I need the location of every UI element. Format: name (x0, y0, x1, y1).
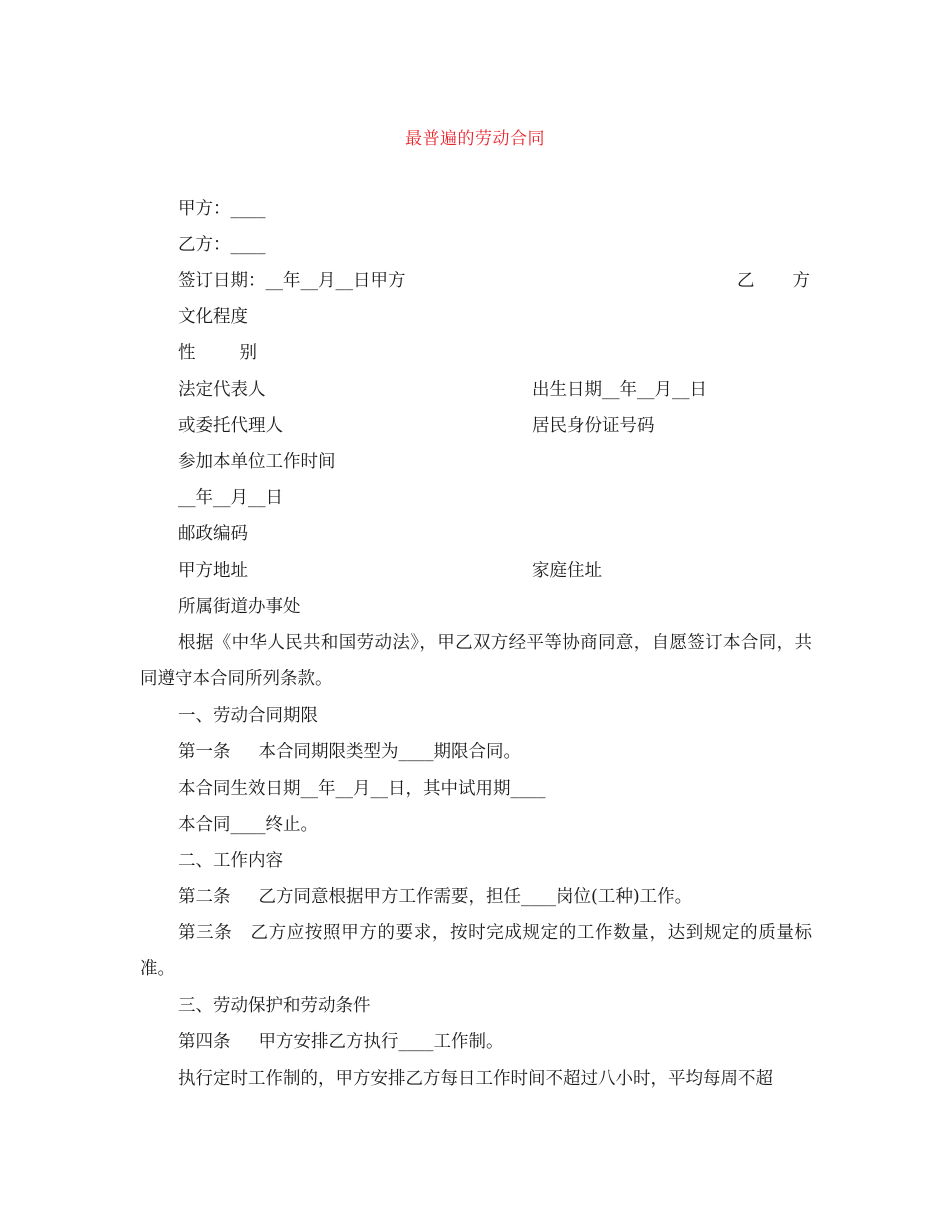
end-line: 本合同____终止。 (178, 815, 318, 835)
article-1-text: 本合同期限类型为____期限合同。 (258, 742, 521, 762)
postcode-label: 邮政编码 (178, 524, 248, 544)
id-number-label: 居民身份证号码 (532, 416, 655, 436)
article-2-text: 乙方同意根据甲方工作需要，担任____岗位(工种)工作。 (258, 887, 693, 907)
intro-paragraph: 根据《中华人民共和国劳动法》，甲乙双方经平等协商同意，自愿签订本合同，共同遵守本合同所列条款。 (140, 633, 812, 689)
article-2 (178, 887, 692, 907)
gender-char-2: 别 (239, 343, 257, 363)
effective-date-line: 本合同生效日期__年__月__日，其中试用期____ (178, 779, 546, 799)
article-4-label: 第四条 (178, 1032, 231, 1052)
gender-char-1: 性 (178, 343, 196, 363)
party-b-heading-yi: 乙 (737, 271, 755, 291)
gender-label (178, 343, 257, 363)
party-b-heading (737, 271, 810, 291)
article-1 (178, 742, 521, 762)
article-1-label: 第一条 (178, 742, 231, 762)
birth-date-label: 出生日期__年__月__日 (532, 380, 707, 400)
document-title: 最普遍的劳动合同 (405, 129, 545, 149)
party-b-heading-fang: 方 (792, 271, 810, 291)
education-label: 文化程度 (178, 307, 248, 327)
sign-date-line: 签订日期：__年__月__日甲方 (178, 271, 406, 291)
agent-label: 或委托代理人 (178, 416, 283, 436)
join-date-label: __年__月__日 (178, 488, 283, 508)
section-3-heading: 三、劳动保护和劳动条件 (178, 996, 371, 1016)
party-a-line: 甲方：____ (178, 199, 266, 219)
a-address-label: 甲方地址 (178, 561, 248, 581)
section-1-heading: 一、劳动合同期限 (178, 706, 318, 726)
article-2-label: 第二条 (178, 887, 231, 907)
article-3-paragraph: 第三条 乙方应按照甲方的要求，按时完成规定的工作数量，达到规定的质量标准。 (140, 923, 812, 979)
article-4 (178, 1032, 504, 1052)
street-office-label: 所属街道办事处 (178, 597, 301, 617)
legal-rep-label: 法定代表人 (178, 380, 266, 400)
article-4-text: 甲方安排乙方执行____工作制。 (258, 1032, 504, 1052)
party-b-line: 乙方：____ (178, 235, 266, 255)
home-address-label: 家庭住址 (532, 561, 602, 581)
join-time-label: 参加本单位工作时间 (178, 452, 336, 472)
section-2-heading: 二、工作内容 (178, 851, 283, 871)
working-hours-line: 执行定时工作制的，甲方安排乙方每日工作时间不超过八小时，平均每周不超 (178, 1069, 773, 1089)
